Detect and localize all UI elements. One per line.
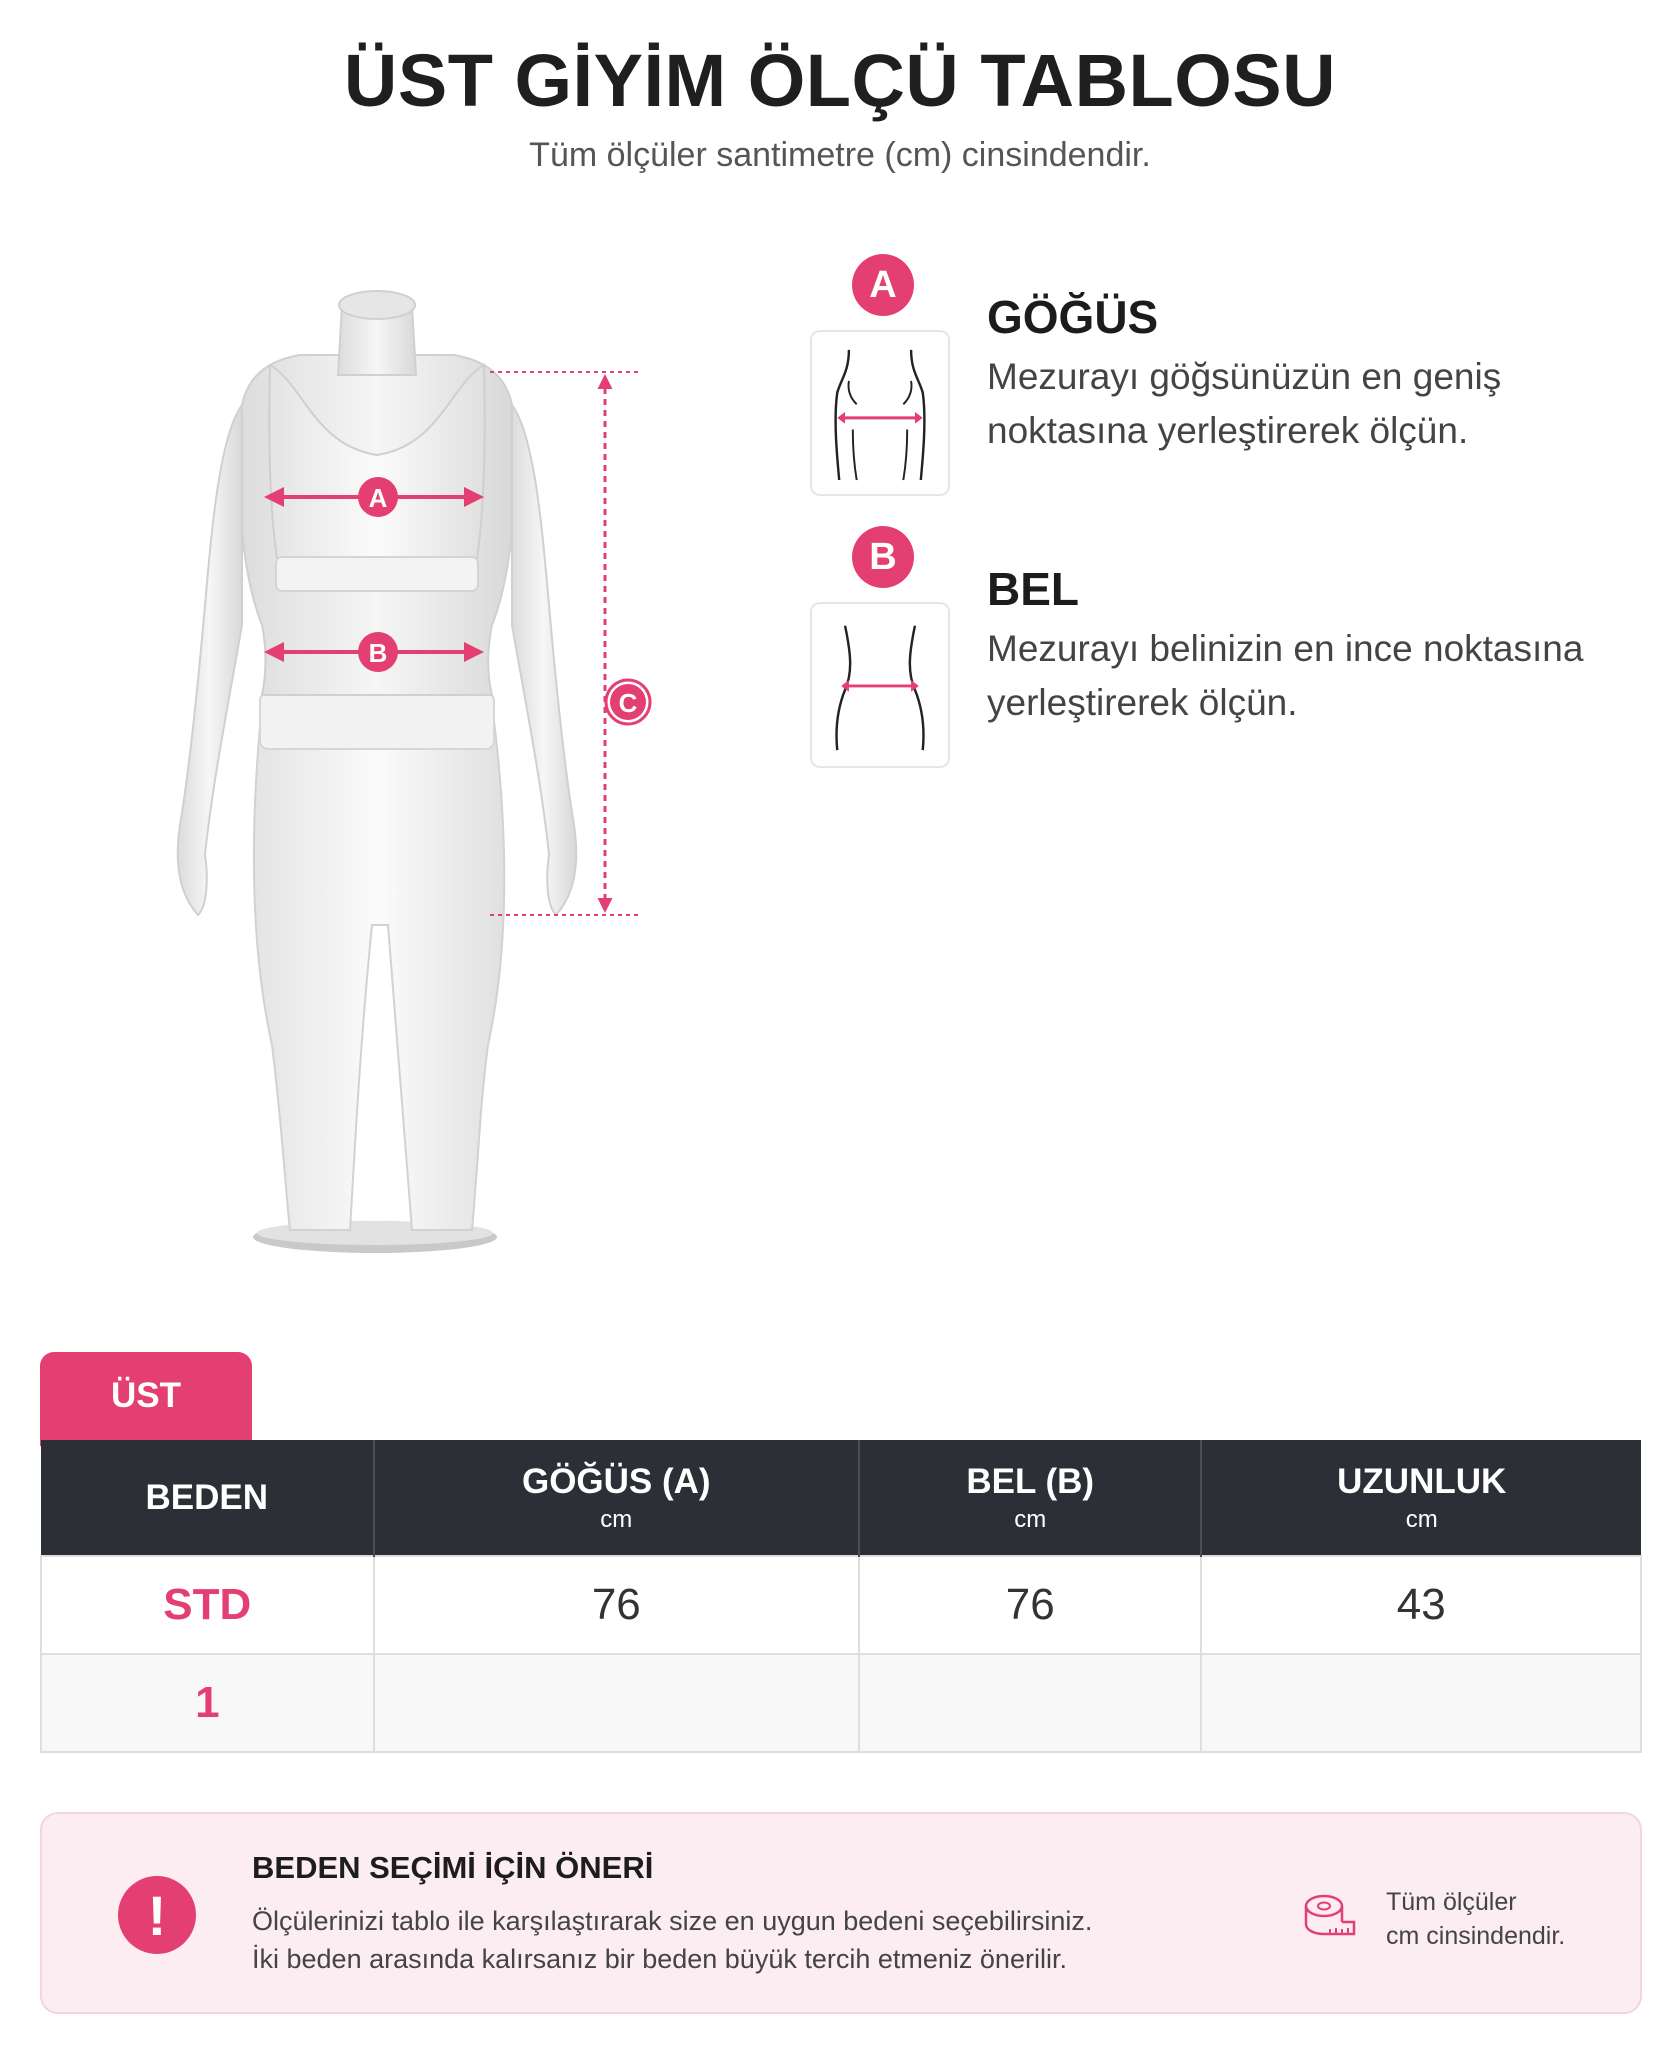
header-beden [41,1440,374,1556]
cell-bel [859,1654,1202,1752]
page-title: ÜST GİYİM ÖLÇÜ TABLOSU [343,39,1337,122]
legend-badge-a: A [852,254,914,316]
cell-uzunluk [1201,1654,1641,1752]
table-header-row [41,1440,1641,1556]
header-gogus [374,1440,859,1556]
table-row [41,1556,1641,1654]
page-subtitle: Tüm ölçüler santimetre (cm) cinsindendir. [529,136,1151,174]
legend-desc-chest: Mezurayı göğsünüzün en geniş noktasına yerleştirerek ölçün. [987,356,1502,451]
cell-size: STD [41,1556,374,1654]
header-uzunluk-unit: cm [1405,1505,1438,1533]
table-row [41,1654,1641,1752]
header-bel-label: BEL (B) [966,1461,1095,1501]
mannequin-figure [150,265,680,1275]
marker-c-label: C [618,688,638,718]
chest-measure-icon [810,330,950,496]
header-uzunluk-label: UZUNLUK [1337,1461,1507,1501]
legend-title-chest: GÖĞÜS [987,291,1159,343]
waist-measure-icon [810,602,950,768]
cell-size: 1 [41,1654,374,1752]
header-bel [859,1440,1202,1556]
cell-gogus [374,1654,859,1752]
header-bel-unit: cm [1014,1505,1047,1533]
mannequin-illustration [150,265,680,1275]
cell-bel: 76 [859,1556,1202,1654]
tab-ust[interactable]: ÜST [40,1352,252,1446]
cell-gogus: 76 [374,1556,859,1654]
note-title: BEDEN SEÇİMİ İÇİN ÖNERİ [252,1850,654,1885]
size-table [40,1440,1642,1753]
header-gogus-unit: cm [600,1505,633,1533]
measuring-tape-icon [1302,1888,1358,1944]
legend-badge-b: B [852,526,914,588]
marker-b-label: B [368,638,388,668]
marker-a-label: A [368,483,388,513]
legend-title-waist: BEL [987,563,1079,615]
note-line-1: Ölçülerinizi tablo ile karşılaştırarak size en uygun bedeni seçebilirsiniz. [252,1906,1093,1936]
header-uzunluk [1201,1440,1641,1556]
exclamation-icon: ! [118,1876,196,1954]
note-side-line-1: Tüm ölçüler [1386,1888,1517,1916]
header-gogus-label: GÖĞÜS (A) [521,1461,711,1501]
recommendation-note [40,1812,1642,2014]
legend-desc-waist: Mezurayı belinizin en ince noktasına yerleştirerek ölçün. [987,628,1584,723]
cell-uzunluk: 43 [1201,1556,1641,1654]
note-side-line-2: cm cinsindendir. [1386,1922,1566,1950]
header-beden-label: BEDEN [145,1477,269,1517]
note-line-2: İki beden arasında kalırsanız bir beden büyük tercih etmeniz önerilir. [252,1944,1067,1974]
